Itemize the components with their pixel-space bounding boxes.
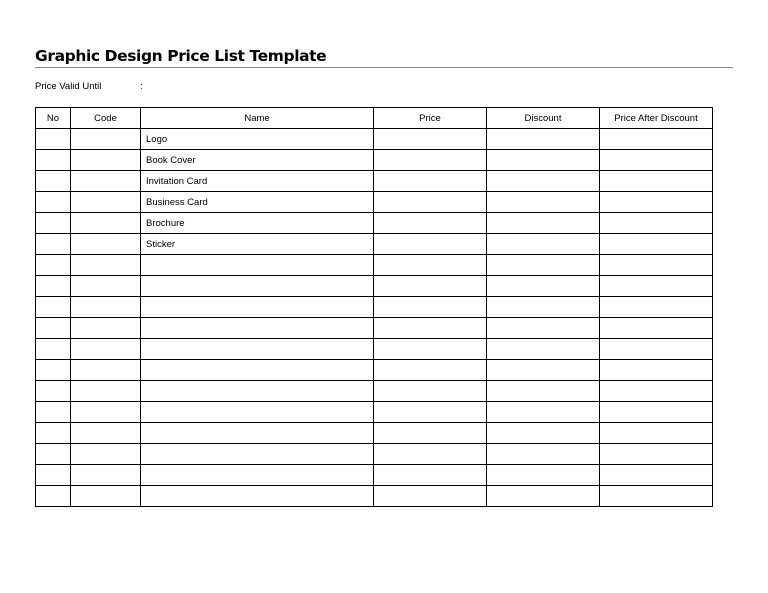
table-row <box>36 360 713 381</box>
cell-no <box>36 192 71 213</box>
cell-price <box>374 381 487 402</box>
table-row <box>36 423 713 444</box>
table-header-row <box>36 108 713 129</box>
cell-name <box>141 318 374 339</box>
cell-price <box>374 465 487 486</box>
cell-discount <box>487 129 600 150</box>
cell-price-after-discount <box>600 381 713 402</box>
cell-price-after-discount <box>600 276 713 297</box>
cell-no <box>36 297 71 318</box>
cell-no <box>36 234 71 255</box>
price-valid-colon: : <box>140 81 143 92</box>
cell-discount <box>487 150 600 171</box>
cell-price <box>374 423 487 444</box>
cell-name: Business Card <box>141 192 374 213</box>
cell-code <box>71 297 141 318</box>
table-row <box>36 213 713 234</box>
cell-code <box>71 234 141 255</box>
cell-name <box>141 402 374 423</box>
cell-name <box>141 276 374 297</box>
table-row <box>36 234 713 255</box>
title-divider <box>35 67 733 68</box>
cell-price <box>374 150 487 171</box>
cell-price-after-discount <box>600 465 713 486</box>
cell-price-after-discount <box>600 318 713 339</box>
price-list-table <box>35 107 713 507</box>
cell-discount <box>487 192 600 213</box>
cell-discount <box>487 276 600 297</box>
table-row <box>36 444 713 465</box>
cell-code <box>71 339 141 360</box>
cell-code <box>71 276 141 297</box>
cell-price <box>374 486 487 507</box>
cell-name <box>141 465 374 486</box>
cell-code <box>71 171 141 192</box>
cell-no <box>36 486 71 507</box>
cell-price <box>374 276 487 297</box>
cell-discount <box>487 444 600 465</box>
cell-no <box>36 423 71 444</box>
header-code: Code <box>71 108 141 129</box>
cell-name <box>141 255 374 276</box>
table-row <box>36 465 713 486</box>
cell-code <box>71 465 141 486</box>
table-row <box>36 339 713 360</box>
cell-name <box>141 360 374 381</box>
header-price: Price <box>374 108 487 129</box>
cell-name: Book Cover <box>141 150 374 171</box>
cell-no <box>36 150 71 171</box>
cell-name: Brochure <box>141 213 374 234</box>
cell-no <box>36 129 71 150</box>
cell-discount <box>487 486 600 507</box>
cell-no <box>36 465 71 486</box>
cell-price-after-discount <box>600 444 713 465</box>
cell-price-after-discount <box>600 192 713 213</box>
cell-code <box>71 486 141 507</box>
cell-code <box>71 423 141 444</box>
cell-discount <box>487 402 600 423</box>
cell-price <box>374 402 487 423</box>
cell-code <box>71 213 141 234</box>
cell-discount <box>487 465 600 486</box>
cell-discount <box>487 255 600 276</box>
cell-discount <box>487 234 600 255</box>
cell-no <box>36 171 71 192</box>
cell-name: Sticker <box>141 234 374 255</box>
table-row <box>36 486 713 507</box>
cell-discount <box>487 339 600 360</box>
cell-code <box>71 255 141 276</box>
cell-code <box>71 318 141 339</box>
cell-price <box>374 444 487 465</box>
cell-price <box>374 171 487 192</box>
cell-code <box>71 444 141 465</box>
cell-price <box>374 129 487 150</box>
cell-price-after-discount <box>600 171 713 192</box>
cell-discount <box>487 318 600 339</box>
table-row <box>36 297 713 318</box>
cell-price-after-discount <box>600 150 713 171</box>
cell-price-after-discount <box>600 213 713 234</box>
cell-discount <box>487 171 600 192</box>
cell-price <box>374 297 487 318</box>
table-row <box>36 381 713 402</box>
cell-discount <box>487 213 600 234</box>
cell-price <box>374 360 487 381</box>
cell-price-after-discount <box>600 360 713 381</box>
cell-no <box>36 213 71 234</box>
cell-no <box>36 276 71 297</box>
table-row <box>36 318 713 339</box>
cell-no <box>36 339 71 360</box>
header-name: Name <box>141 108 374 129</box>
cell-price <box>374 318 487 339</box>
cell-code <box>71 129 141 150</box>
header-price-after-discount: Price After Discount <box>600 108 713 129</box>
cell-name <box>141 444 374 465</box>
cell-price <box>374 339 487 360</box>
cell-price <box>374 255 487 276</box>
cell-price-after-discount <box>600 129 713 150</box>
header-discount: Discount <box>487 108 600 129</box>
table-row <box>36 150 713 171</box>
cell-discount <box>487 381 600 402</box>
cell-price-after-discount <box>600 255 713 276</box>
cell-name <box>141 339 374 360</box>
cell-discount <box>487 360 600 381</box>
cell-no <box>36 402 71 423</box>
cell-no <box>36 444 71 465</box>
cell-price-after-discount <box>600 423 713 444</box>
table-row <box>36 192 713 213</box>
table-row <box>36 276 713 297</box>
cell-price <box>374 192 487 213</box>
table-row <box>36 129 713 150</box>
cell-price <box>374 234 487 255</box>
cell-price-after-discount <box>600 486 713 507</box>
header-no: No <box>36 108 71 129</box>
cell-no <box>36 360 71 381</box>
cell-price-after-discount <box>600 234 713 255</box>
cell-name <box>141 297 374 318</box>
table-row <box>36 171 713 192</box>
cell-no <box>36 255 71 276</box>
cell-name <box>141 381 374 402</box>
cell-price-after-discount <box>600 297 713 318</box>
cell-name: Logo <box>141 129 374 150</box>
cell-name: Invitation Card <box>141 171 374 192</box>
cell-name <box>141 486 374 507</box>
cell-code <box>71 192 141 213</box>
cell-price-after-discount <box>600 339 713 360</box>
cell-price <box>374 213 487 234</box>
cell-no <box>36 381 71 402</box>
cell-discount <box>487 423 600 444</box>
price-valid-label: Price Valid Until <box>35 81 102 92</box>
cell-price-after-discount <box>600 402 713 423</box>
cell-code <box>71 402 141 423</box>
cell-no <box>36 318 71 339</box>
document-title: Graphic Design Price List Template <box>35 47 327 65</box>
cell-code <box>71 150 141 171</box>
cell-code <box>71 381 141 402</box>
cell-discount <box>487 297 600 318</box>
cell-name <box>141 423 374 444</box>
table-row <box>36 402 713 423</box>
cell-code <box>71 360 141 381</box>
table-row <box>36 255 713 276</box>
